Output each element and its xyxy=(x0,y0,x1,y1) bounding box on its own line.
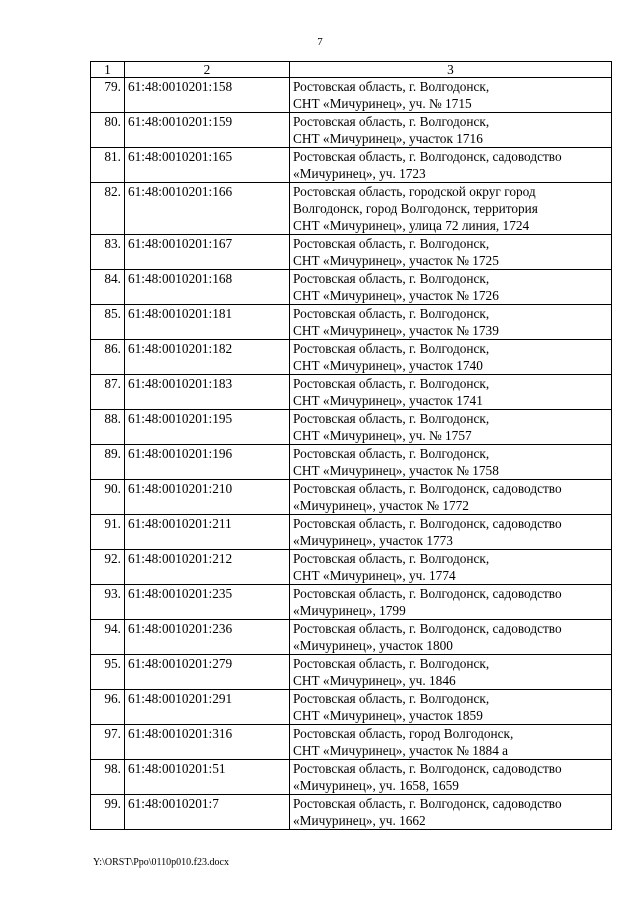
table-row xyxy=(91,620,612,655)
cadastral-number: 61:48:0010201:51 xyxy=(125,760,290,795)
row-number: 88. xyxy=(91,410,125,445)
address-cell xyxy=(290,375,612,410)
address-cell xyxy=(290,620,612,655)
address-line: СНТ «Мичуринец», участок № 1758 xyxy=(293,463,499,478)
row-number: 80. xyxy=(91,113,125,148)
address-line: Ростовская область, г. Волгодонск, садоводство xyxy=(293,149,562,164)
address-cell xyxy=(290,655,612,690)
address-cell xyxy=(290,235,612,270)
table-row xyxy=(91,515,612,550)
address-cell xyxy=(290,550,612,585)
row-number: 98. xyxy=(91,760,125,795)
address-line: «Мичуринец», участок 1800 xyxy=(293,638,453,653)
cadastral-number: 61:48:0010201:166 xyxy=(125,183,290,235)
table-row xyxy=(91,690,612,725)
address-cell xyxy=(290,183,612,235)
cadastral-number: 61:48:0010201:182 xyxy=(125,340,290,375)
address-line: СНТ «Мичуринец», уч. 1846 xyxy=(293,673,456,688)
address-cell xyxy=(290,760,612,795)
address-line: «Мичуринец», уч. 1723 xyxy=(293,166,426,181)
address-line: Ростовская область, г. Волгодонск, садоводство xyxy=(293,621,562,636)
table-row xyxy=(91,148,612,183)
cadastral-number: 61:48:0010201:196 xyxy=(125,445,290,480)
address-cell xyxy=(290,410,612,445)
table-row xyxy=(91,270,612,305)
table-row xyxy=(91,445,612,480)
row-number: 89. xyxy=(91,445,125,480)
cadastral-number: 61:48:0010201:165 xyxy=(125,148,290,183)
row-number: 92. xyxy=(91,550,125,585)
table-row xyxy=(91,795,612,830)
cadastral-number: 61:48:0010201:181 xyxy=(125,305,290,340)
table-row xyxy=(91,113,612,148)
address-line: Ростовская область, г. Волгодонск, xyxy=(293,236,490,251)
address-line: СНТ «Мичуринец», участок 1716 xyxy=(293,131,483,146)
address-line: Ростовская область, г. Волгодонск, xyxy=(293,446,490,461)
table-row xyxy=(91,725,612,760)
cadastral-number: 61:48:0010201:7 xyxy=(125,795,290,830)
cadastral-number: 61:48:0010201:279 xyxy=(125,655,290,690)
address-line: Ростовская область, г. Волгодонск, садоводство xyxy=(293,481,562,496)
table-row xyxy=(91,655,612,690)
address-line: СНТ «Мичуринец», участок № 1884 а xyxy=(293,743,509,758)
address-cell xyxy=(290,480,612,515)
address-line: Ростовская область, г. Волгодонск, xyxy=(293,306,490,321)
row-number: 94. xyxy=(91,620,125,655)
address-cell xyxy=(290,270,612,305)
address-line: Ростовская область, г. Волгодонск, xyxy=(293,656,490,671)
address-cell xyxy=(290,148,612,183)
address-line: «Мичуринец», уч. 1662 xyxy=(293,813,426,828)
address-cell xyxy=(290,340,612,375)
row-number: 87. xyxy=(91,375,125,410)
row-number: 95. xyxy=(91,655,125,690)
row-number: 82. xyxy=(91,183,125,235)
column-header-address: 3 xyxy=(290,62,612,78)
cadastral-number: 61:48:0010201:212 xyxy=(125,550,290,585)
row-number: 90. xyxy=(91,480,125,515)
address-line: Ростовская область, г. Волгодонск, xyxy=(293,551,490,566)
table-row xyxy=(91,78,612,113)
address-line: «Мичуринец», уч. 1658, 1659 xyxy=(293,778,459,793)
address-line: СНТ «Мичуринец», уч. № 1757 xyxy=(293,428,472,443)
table-row xyxy=(91,585,612,620)
cadastral-number: 61:48:0010201:211 xyxy=(125,515,290,550)
address-line: Ростовская область, г. Волгодонск, xyxy=(293,114,490,129)
address-line: СНТ «Мичуринец», улица 72 линия, 1724 xyxy=(293,218,530,233)
address-cell xyxy=(290,445,612,480)
address-line: Ростовская область, г. Волгодонск, xyxy=(293,79,490,94)
cadastral-number: 61:48:0010201:210 xyxy=(125,480,290,515)
row-number: 96. xyxy=(91,690,125,725)
address-line: Ростовская область, г. Волгодонск, xyxy=(293,271,490,286)
address-line: Ростовская область, г. Волгодонск, xyxy=(293,341,490,356)
address-line: Ростовская область, г. Волгодонск, садоводство xyxy=(293,516,562,531)
file-path-footer: Y:\ORST\Ppo\0110p010.f23.docx xyxy=(93,857,229,868)
address-line: Ростовская область, г. Волгодонск, xyxy=(293,691,490,706)
address-line: «Мичуринец», 1799 xyxy=(293,603,406,618)
address-line: «Мичуринец», участок № 1772 xyxy=(293,498,469,513)
row-number: 93. xyxy=(91,585,125,620)
row-number: 81. xyxy=(91,148,125,183)
row-number: 83. xyxy=(91,235,125,270)
table-row xyxy=(91,410,612,445)
table-row xyxy=(91,305,612,340)
cadastral-number: 61:48:0010201:235 xyxy=(125,585,290,620)
table-body xyxy=(91,78,612,830)
page-number: 7 xyxy=(317,36,323,48)
table-row xyxy=(91,550,612,585)
address-line: СНТ «Мичуринец», уч. 1774 xyxy=(293,568,456,583)
address-cell xyxy=(290,725,612,760)
row-number: 91. xyxy=(91,515,125,550)
table-row xyxy=(91,375,612,410)
table-header-row xyxy=(91,62,612,78)
cadastral-number: 61:48:0010201:236 xyxy=(125,620,290,655)
table-row xyxy=(91,183,612,235)
address-line: Ростовская область, г. Волгодонск, садоводство xyxy=(293,761,562,776)
address-cell xyxy=(290,113,612,148)
row-number: 97. xyxy=(91,725,125,760)
cadastral-number: 61:48:0010201:159 xyxy=(125,113,290,148)
address-line: СНТ «Мичуринец», участок № 1739 xyxy=(293,323,499,338)
cadastral-number: 61:48:0010201:291 xyxy=(125,690,290,725)
column-header-number: 1 xyxy=(91,62,125,78)
address-line: СНТ «Мичуринец», участок № 1726 xyxy=(293,288,499,303)
address-line: Волгодонск, город Волгодонск, территория xyxy=(293,201,538,216)
address-cell xyxy=(290,585,612,620)
row-number: 99. xyxy=(91,795,125,830)
address-line: СНТ «Мичуринец», уч. № 1715 xyxy=(293,96,472,111)
cadastral-number: 61:48:0010201:168 xyxy=(125,270,290,305)
address-line: «Мичуринец», участок 1773 xyxy=(293,533,453,548)
table-row xyxy=(91,340,612,375)
address-cell xyxy=(290,795,612,830)
address-line: СНТ «Мичуринец», участок 1740 xyxy=(293,358,483,373)
row-number: 84. xyxy=(91,270,125,305)
cadastral-number: 61:48:0010201:183 xyxy=(125,375,290,410)
address-cell xyxy=(290,515,612,550)
cadastral-number: 61:48:0010201:167 xyxy=(125,235,290,270)
row-number: 86. xyxy=(91,340,125,375)
address-line: Ростовская область, г. Волгодонск, xyxy=(293,411,490,426)
address-line: Ростовская область, г. Волгодонск, садоводство xyxy=(293,796,562,811)
address-line: СНТ «Мичуринец», участок 1859 xyxy=(293,708,483,723)
address-cell xyxy=(290,78,612,113)
row-number: 79. xyxy=(91,78,125,113)
address-line: Ростовская область, г. Волгодонск, садоводство xyxy=(293,586,562,601)
cadastral-number: 61:48:0010201:195 xyxy=(125,410,290,445)
column-header-cadastral: 2 xyxy=(125,62,290,78)
address-cell xyxy=(290,690,612,725)
row-number: 85. xyxy=(91,305,125,340)
cadastral-number: 61:48:0010201:158 xyxy=(125,78,290,113)
address-line: Ростовская область, город Волгодонск, xyxy=(293,726,514,741)
table-row xyxy=(91,760,612,795)
table-row xyxy=(91,480,612,515)
table-row xyxy=(91,235,612,270)
address-line: СНТ «Мичуринец», участок 1741 xyxy=(293,393,483,408)
address-line: Ростовская область, г. Волгодонск, xyxy=(293,376,490,391)
cadastral-number: 61:48:0010201:316 xyxy=(125,725,290,760)
land-plot-table xyxy=(90,61,612,830)
address-line: СНТ «Мичуринец», участок № 1725 xyxy=(293,253,499,268)
address-line: Ростовская область, городской округ город xyxy=(293,184,536,199)
address-cell xyxy=(290,305,612,340)
